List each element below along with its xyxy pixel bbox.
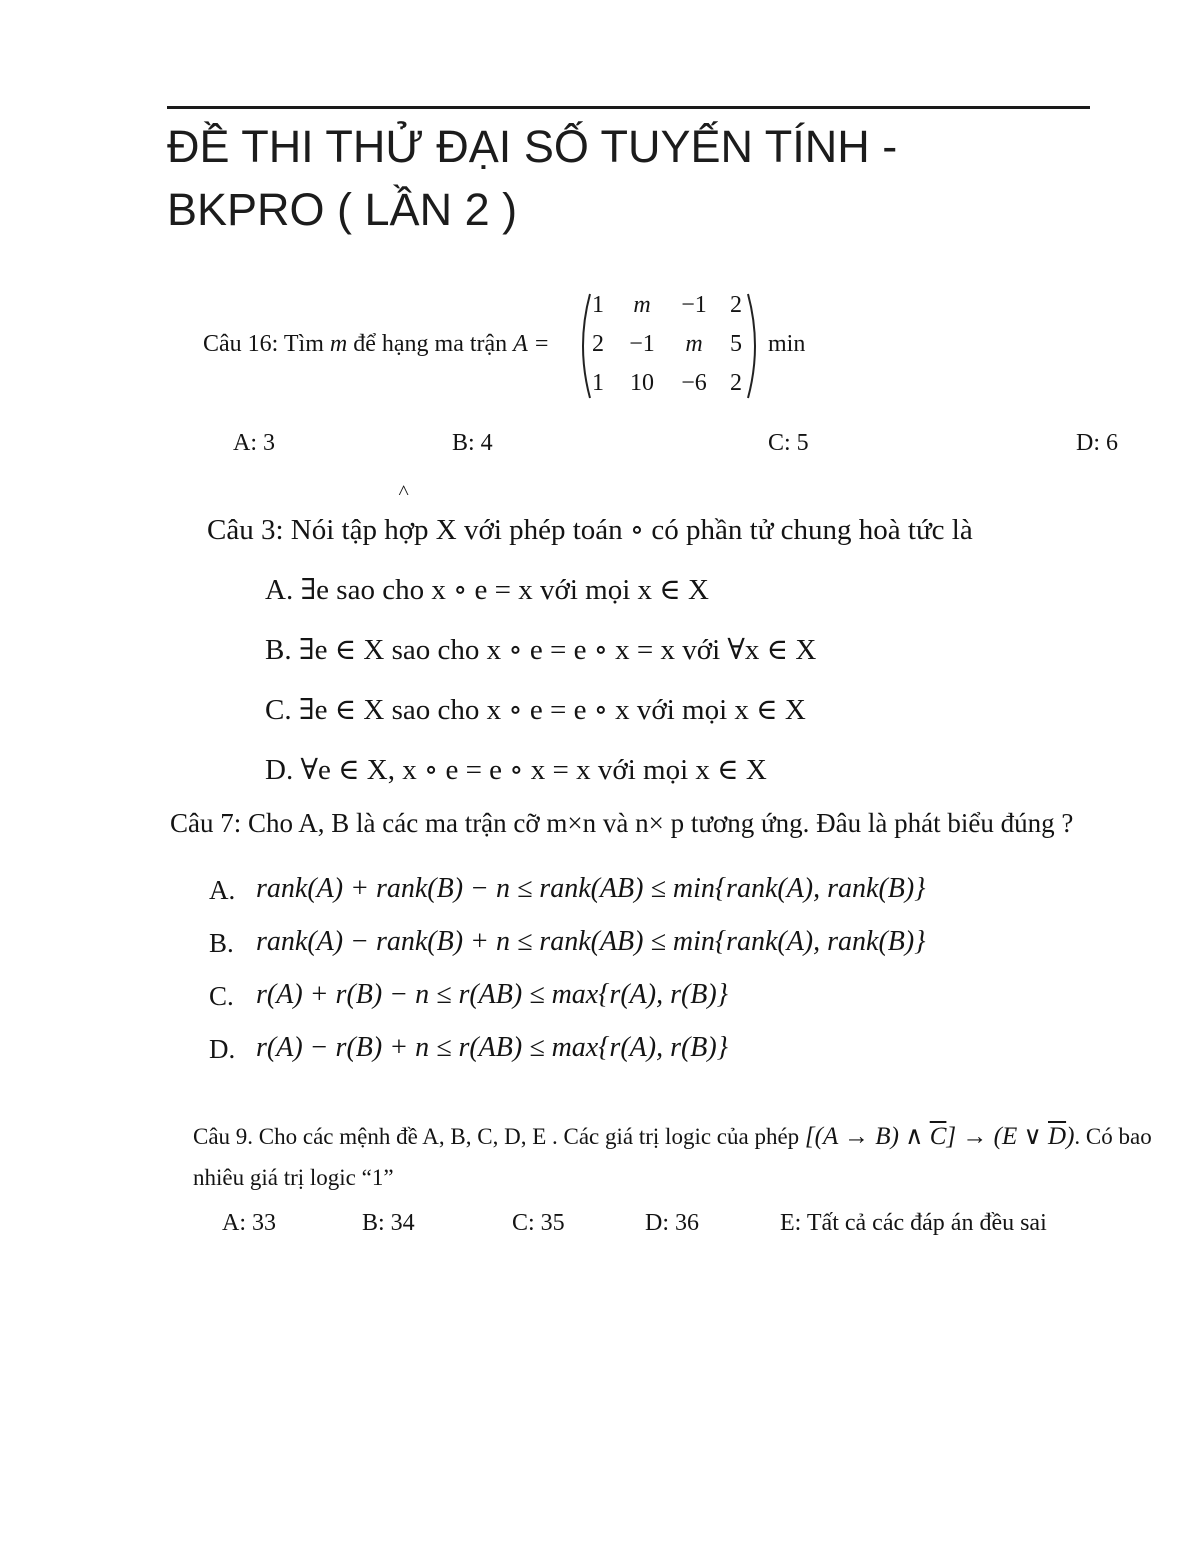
stray-mark: ˄ xyxy=(398,480,410,502)
title-rule xyxy=(167,106,1090,109)
q9-answer-a: A: 33 xyxy=(222,1210,276,1236)
q9-answer-e: E: Tất cả các đáp án đều sai xyxy=(780,1210,1047,1236)
q3-option-b: B. ∃e ∈ X sao cho x ∘ e = e ∘ x = x với ∀x ∈ X xyxy=(265,634,817,666)
q9-formula-d: $\overline{D}$ xyxy=(1048,1123,1067,1150)
q9-formula xyxy=(805,1123,1074,1150)
q16-matrix xyxy=(576,290,762,402)
q7-label-d: D. xyxy=(209,1034,236,1064)
q3-option-d: D. ∀e ∈ X, x ∘ e = e ∘ x = x với mọi x ∈ X xyxy=(265,754,767,786)
q9-formula-b: ] → (E ∨ xyxy=(946,1123,1049,1150)
q7-label-b: B. xyxy=(209,928,234,958)
q9-answer-c: C: 35 xyxy=(512,1210,565,1236)
matrix-cell: 2 xyxy=(592,331,604,357)
q16-lhs: A = xyxy=(513,331,550,357)
matrix-cell: 2 xyxy=(730,370,742,396)
q16-stem xyxy=(203,331,550,358)
q9-stem-line1 xyxy=(193,1121,1152,1151)
q16-answer-a: A: 3 xyxy=(233,430,275,456)
q16-answer-c: C: 5 xyxy=(768,430,809,456)
q7-formula-a: rank(A) + rank(B) − n ≤ rank(AB) ≤ min{rank(A), rank(B)} xyxy=(256,873,926,904)
q3-option-c: C. ∃e ∈ X sao cho x ∘ e = e ∘ x với mọi x ∈ X xyxy=(265,694,806,726)
matrix-cell: 10 xyxy=(630,370,654,396)
page-title-line2: BKPRO ( LẦN 2 ) xyxy=(167,184,518,235)
q16-answer-b: B: 4 xyxy=(452,430,493,456)
q7-label-c: C. xyxy=(209,981,234,1011)
q16-suffix: min xyxy=(768,331,806,357)
q9-answer-d: D: 36 xyxy=(645,1210,699,1236)
matrix-cell: −1 xyxy=(629,331,655,357)
q9-stem-a: Câu 9. Cho các mệnh đề A, B, C, D, E . Các giá trị logic của phép xyxy=(193,1124,800,1149)
matrix-cell: 5 xyxy=(730,331,742,357)
q7-formula-b: rank(A) − rank(B) + n ≤ rank(AB) ≤ min{rank(A), rank(B)} xyxy=(256,926,926,957)
q9-formula-c: $\overline{C}$ xyxy=(929,1123,947,1150)
q16-var: m xyxy=(329,331,348,357)
q7-formula-c: r(A) + r(B) − n ≤ r(AB) ≤ max{r(A), r(B)} xyxy=(256,979,728,1010)
q7-formula-d: r(A) − r(B) + n ≤ r(AB) ≤ max{r(A), r(B)} xyxy=(256,1032,728,1063)
matrix-cell: m xyxy=(685,331,703,357)
q7-label-a: A. xyxy=(209,875,236,905)
matrix-cell: 2 xyxy=(730,292,742,318)
q9-answer-b: B: 34 xyxy=(362,1210,415,1236)
page-title-line1: ĐỀ THI THỬ ĐẠI SỐ TUYẾN TÍNH - xyxy=(167,121,898,172)
q9-formula-e: ) xyxy=(1066,1123,1075,1150)
q7-stem: Câu 7: Cho A, B là các ma trận cỡ m×n và n× p tương ứng. Đâu là phát biểu đúng ? xyxy=(170,808,1074,838)
matrix-cell: −6 xyxy=(681,370,707,396)
matrix-cell: 1 xyxy=(592,370,604,396)
q3-option-a: A. ∃e sao cho x ∘ e = x với mọi x ∈ X xyxy=(265,574,709,606)
q3-stem: Câu 3: Nói tập hợp X với phép toán ∘ có phần tử chung hoà tức là xyxy=(207,514,973,546)
q16-answer-d: D: 6 xyxy=(1076,430,1118,456)
matrix-cell: 1 xyxy=(592,292,604,318)
q16-prefix: Câu 16: Tìm xyxy=(203,331,324,357)
matrix-cell: m xyxy=(633,292,651,318)
q9-formula-a: [(A → B) ∧ xyxy=(804,1123,930,1150)
q9-stem-line2: nhiêu giá trị logic “1” xyxy=(193,1165,394,1190)
q16-mid: để hạng ma trận xyxy=(353,331,508,357)
q9-stem-b: . Có bao xyxy=(1074,1124,1152,1149)
matrix-cell: −1 xyxy=(681,292,707,318)
